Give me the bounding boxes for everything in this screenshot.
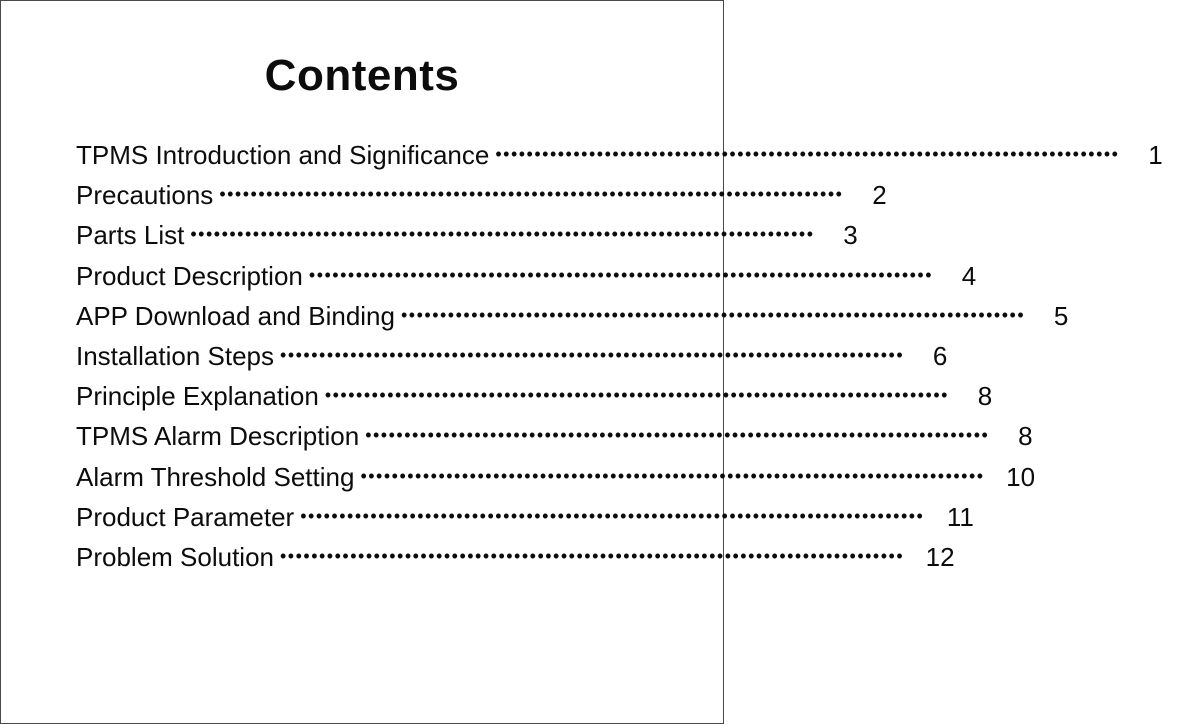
toc-entry[interactable] bbox=[76, 336, 948, 376]
toc-dot-leader: •••••••••••••••••••••••••••••••••••••••••••••••••••••••••••••••••••••••••••••••• bbox=[280, 545, 905, 566]
toc-entry-label: TPMS Alarm Description bbox=[76, 421, 360, 452]
toc-dot-leader: •••••••••••••••••••••••••••••••••••••••••••••••••••••••••••••••••••••••••••••••• bbox=[280, 344, 905, 365]
toc-page-number: 4 bbox=[961, 260, 977, 291]
toc-page-number: 5 bbox=[1053, 300, 1069, 331]
toc-entry-label: Problem Solution bbox=[76, 541, 274, 572]
table-of-contents bbox=[76, 135, 1163, 577]
toc-page-number: 8 bbox=[1018, 421, 1033, 452]
toc-entry[interactable] bbox=[76, 175, 887, 215]
page-title: Contents bbox=[264, 51, 460, 100]
toc-entry[interactable] bbox=[76, 376, 993, 416]
toc-dot-leader: •••••••••••••••••••••••••••••••••••••••••••••••••••••••••••••••••••••••••••••••• bbox=[495, 144, 1120, 164]
toc-dot-leader: •••••••••••••••••••••••••••••••••••••••••••••••••••••••••••••••••••••••••••••••• bbox=[190, 224, 815, 245]
toc-page-number: 8 bbox=[977, 381, 993, 412]
toc-entry-label: Product Description bbox=[76, 260, 303, 291]
toc-dot-leader: •••••••••••••••••••••••••••••••••••••••••••••••••••••••••••••••••••••••••••••••• bbox=[360, 465, 985, 486]
toc-entry-label: Alarm Threshold Setting bbox=[76, 461, 355, 492]
toc-dot-leader: •••••••••••••••••••••••••••••••••••••••••••••••••••••••••••••••••••••••••••••••• bbox=[324, 385, 949, 406]
toc-dot-leader: •••••••••••••••••••••••••••••••••••••••••••••••••••••••••••••••••••••••••••••••• bbox=[365, 425, 990, 446]
toc-entry[interactable] bbox=[76, 135, 1163, 175]
toc-page-number: 6 bbox=[932, 340, 948, 371]
toc-entry-label: APP Download and Binding bbox=[76, 300, 395, 331]
toc-entry[interactable] bbox=[76, 457, 1036, 497]
toc-page-number: 1 bbox=[1148, 140, 1163, 170]
toc-entry[interactable] bbox=[76, 537, 955, 577]
toc-entry-label: Parts List bbox=[76, 220, 185, 251]
toc-dot-leader: •••••••••••••••••••••••••••••••••••••••••••••••••••••••••••••••••••••••••••••••• bbox=[400, 304, 1026, 325]
toc-entry[interactable] bbox=[76, 416, 1033, 456]
toc-entry[interactable] bbox=[76, 497, 974, 537]
toc-dot-leader: •••••••••••••••••••••••••••••••••••••••••••••••••••••••••••••••••••••••••••••••• bbox=[300, 505, 925, 526]
toc-entry-label: Installation Steps bbox=[76, 340, 275, 371]
toc-entry[interactable] bbox=[76, 215, 858, 255]
toc-page-number: 10 bbox=[1006, 461, 1036, 492]
toc-page-number: 11 bbox=[946, 501, 974, 532]
toc-entry-label: Precautions bbox=[76, 180, 214, 211]
toc-dot-leader: •••••••••••••••••••••••••••••••••••••••••••••••••••••••••••••••••••••••••••••••• bbox=[308, 264, 934, 285]
toc-entry[interactable] bbox=[76, 256, 977, 296]
toc-dot-leader: •••••••••••••••••••••••••••••••••••••••••••••••••••••••••••••••••••••••••••••••• bbox=[219, 184, 844, 205]
toc-page-number: 12 bbox=[925, 541, 955, 572]
toc-entry[interactable] bbox=[76, 296, 1069, 336]
toc-entry-label: TPMS Introduction and Significance bbox=[76, 140, 490, 170]
toc-entry-label: Product Parameter bbox=[76, 501, 295, 532]
toc-page-number: 3 bbox=[843, 220, 858, 251]
toc-entry-label: Principle Explanation bbox=[76, 381, 319, 412]
toc-page-number: 2 bbox=[872, 180, 887, 211]
